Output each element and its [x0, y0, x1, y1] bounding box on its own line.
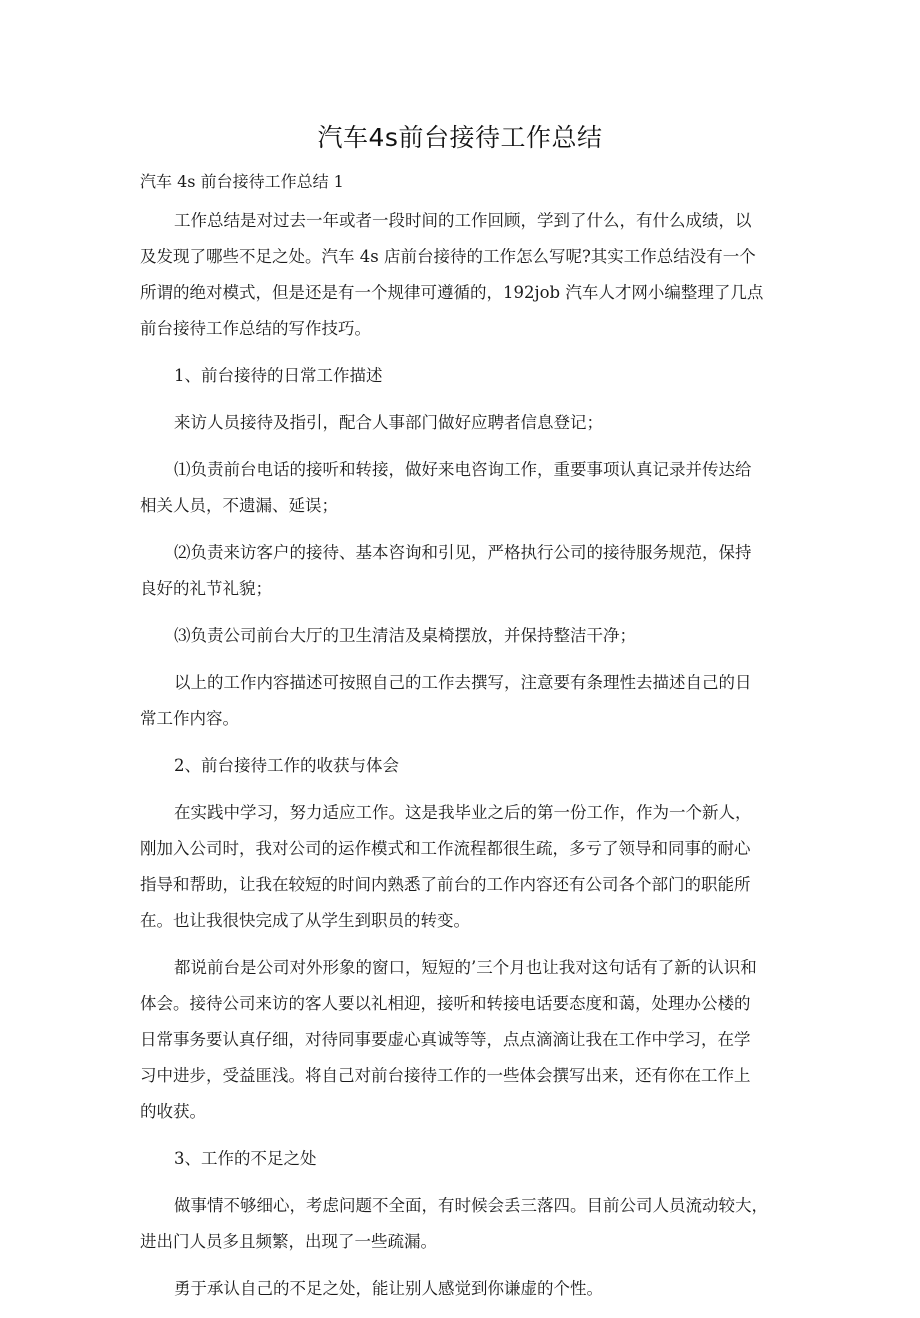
section-1-paragraph-4	[140, 618, 800, 654]
section-1-paragraph-5	[140, 665, 800, 737]
section-heading: 2、前台接待工作的收获与体会	[174, 756, 399, 775]
text-line: 的收获。	[140, 1102, 206, 1121]
section-3-paragraph-2	[140, 1271, 800, 1307]
section-1-paragraph-2	[140, 452, 800, 524]
document-body	[140, 203, 800, 1318]
text-line: ⑶负责公司前台大厅的卫生清洁及桌椅摆放，并保持整洁干净；	[174, 626, 636, 645]
text-line: 前台接待工作总结的写作技巧。	[140, 319, 371, 338]
text-line: 以上的工作内容描述可按照自己的工作去撰写，注意要有条理性去描述自己的日	[174, 673, 752, 692]
text-line: 及发现了哪些不足之处。汽车 4s 店前台接待的工作怎么写呢?其实工作总结没有一个	[140, 247, 756, 266]
section-2-paragraph-2	[140, 950, 800, 1130]
section-3-heading	[140, 1141, 800, 1177]
text-line: 来访人员接待及指引，配合人事部门做好应聘者信息登记；	[174, 413, 603, 432]
section-3-paragraph-1	[140, 1188, 800, 1260]
document-title: 汽车4s前台接待工作总结	[317, 123, 603, 152]
text-line: 勇于承认自己的不足之处，能让别人感觉到你谦虚的个性。	[174, 1279, 603, 1298]
text-line: 刚加入公司时，我对公司的运作模式和工作流程都很生疏，多亏了领导和同事的耐心	[140, 839, 751, 858]
section-2-heading	[140, 748, 800, 784]
document-subtitle: 汽车 4s 前台接待工作总结 1	[140, 172, 344, 191]
section-2-paragraph-1	[140, 795, 800, 939]
section-heading: 1、前台接待的日常工作描述	[174, 366, 383, 385]
text-line: 在。也让我很快完成了从学生到职员的转变。	[140, 911, 470, 930]
text-line: 工作总结是对过去一年或者一段时间的工作回顾，学到了什么，有什么成绩，以	[174, 211, 752, 230]
text-line: 所谓的绝对模式，但是还是有一个规律可遵循的，192job 汽车人才网小编整理了几点	[140, 283, 764, 302]
text-line: ⑵负责来访客户的接待、基本咨询和引见，严格执行公司的接待服务规范，保持	[174, 543, 752, 562]
text-line: 习中进步，受益匪浅。将自己对前台接待工作的一些体会撰写出来，还有你在工作上	[140, 1066, 751, 1085]
intro-paragraph	[140, 203, 800, 347]
section-heading: 3、工作的不足之处	[174, 1149, 317, 1168]
text-line: 良好的礼节礼貌；	[140, 579, 272, 598]
text-line: 指导和帮助，让我在较短的时间内熟悉了前台的工作内容还有公司各个部门的职能所	[140, 875, 751, 894]
text-line: 日常事务要认真仔细，对待同事要虚心真诚等等，点点滴滴让我在工作中学习，在学	[140, 1030, 751, 1049]
text-line: 进出门人员多且频繁，出现了一些疏漏。	[140, 1232, 437, 1251]
text-line: 做事情不够细心，考虑问题不全面，有时候会丢三落四。目前公司人员流动较大，	[174, 1196, 768, 1215]
text-line: 体会。接待公司来访的客人要以礼相迎，接听和转接电话要态度和蔼，处理办公楼的	[140, 994, 751, 1013]
text-line: 都说前台是公司对外形象的窗口，短短的’三个月也让我对这句话有了新的认识和	[174, 958, 757, 977]
text-line: ⑴负责前台电话的接听和转接，做好来电咨询工作，重要事项认真记录并传达给	[174, 460, 752, 479]
text-line: 相关人员，不遗漏、延误；	[140, 496, 338, 515]
text-line: 在实践中学习，努力适应工作。这是我毕业之后的第一份工作，作为一个新人，	[174, 803, 752, 822]
section-1-heading	[140, 358, 800, 394]
section-1-paragraph-3	[140, 535, 800, 607]
section-1-paragraph-1	[140, 405, 800, 441]
text-line: 常工作内容。	[140, 709, 239, 728]
